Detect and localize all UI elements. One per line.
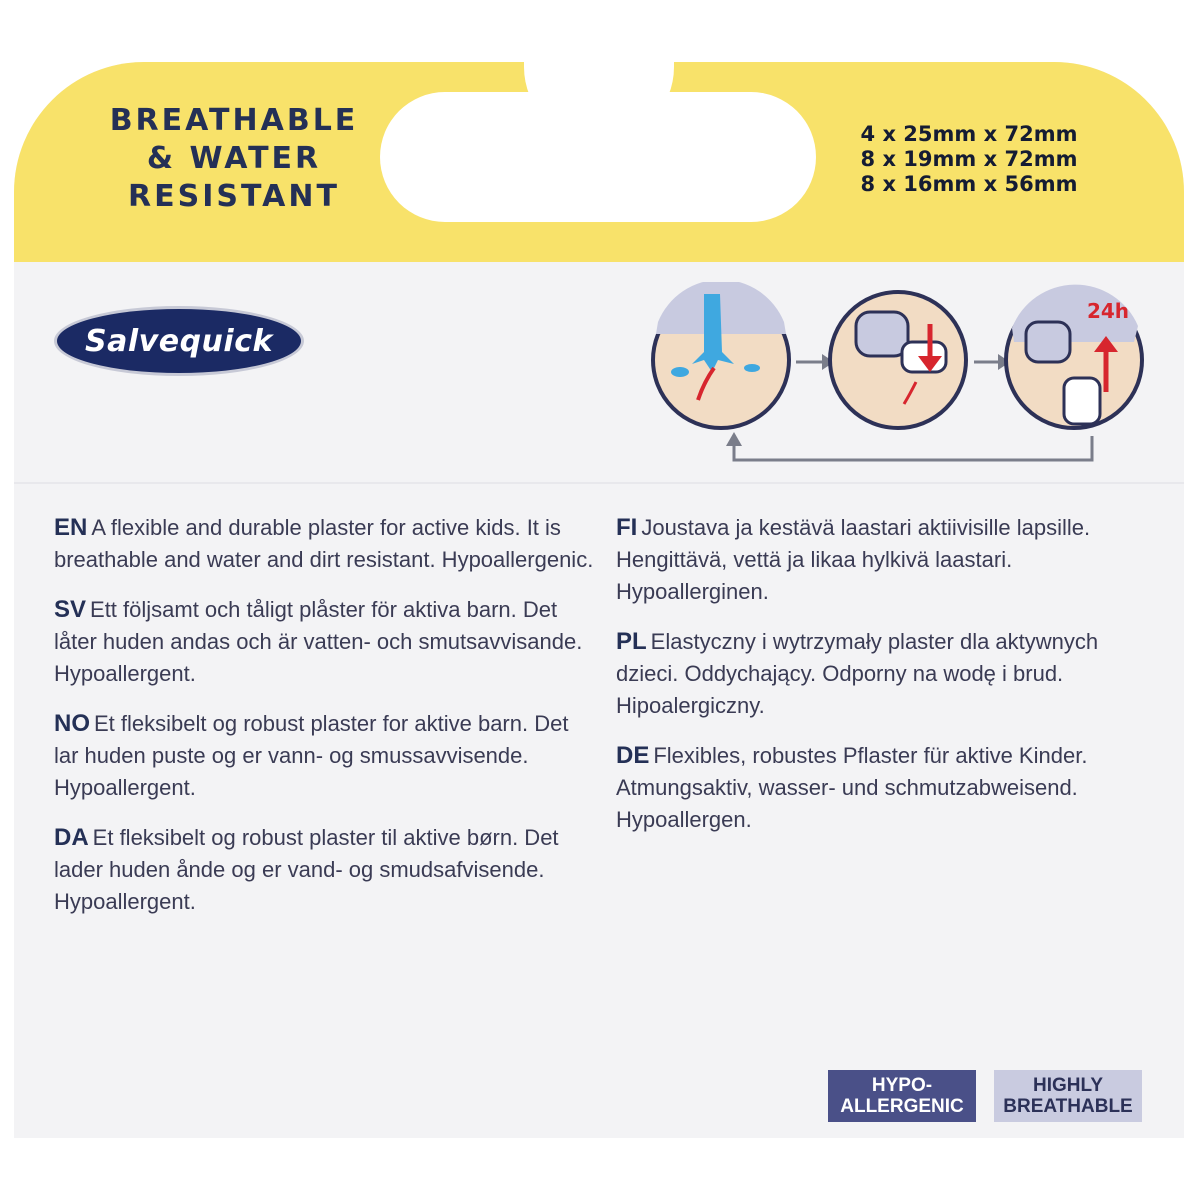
size-line: 4 x 25mm x 72mm (860, 122, 1078, 146)
claim-line-3: RESISTANT (128, 179, 340, 214)
step-remove-icon (1006, 285, 1142, 428)
size-line: 8 x 16mm x 56mm (860, 172, 1078, 196)
language-code: PL (616, 628, 647, 655)
step-clean-icon (653, 282, 789, 428)
step-apply-icon (830, 292, 966, 428)
claim-line-1: BREATHABLE (109, 103, 359, 138)
logo-text: Salvequick (85, 323, 273, 359)
description-text: Flexibles, robustes Pflaster für aktive Kinder. Atmungsaktiv, wasser- und schmutzabweisend. Hypoallergen. (616, 743, 1088, 832)
description-text: Ett följsamt och tåligt plåster för aktiva barn. Det låter huden andas och är vatten- och smutsavvisande. Hypoallergent. (54, 597, 583, 686)
claim-line-2: & WATER (146, 141, 322, 176)
highly-breathable-badge (994, 1070, 1142, 1122)
hang-hole (380, 92, 816, 222)
description-column-left (54, 512, 594, 936)
description-pl (616, 626, 1156, 722)
description-text: Et fleksibelt og robust plaster for aktive barn. Det lar huden puste og er vann- og smussavvisende. Hypoallergent. (54, 711, 569, 800)
badge-line: HIGHLY (1032, 1075, 1104, 1096)
description-text: A flexible and durable plaster for active kids. It is breathable and water and dirt resistant. Hypoallergenic. (54, 515, 594, 572)
product-claim (84, 102, 384, 216)
language-code: NO (54, 710, 90, 737)
badge-line: BREATHABLE (1003, 1096, 1133, 1117)
description-column-right (616, 512, 1156, 854)
description-fi (616, 512, 1156, 608)
description-de (616, 740, 1156, 836)
salvequick-logo (54, 306, 304, 376)
description-en (54, 512, 594, 576)
plaster-sizes (834, 122, 1104, 197)
duration-label: 24h (1086, 299, 1130, 323)
badge-line: HYPO- (871, 1075, 933, 1096)
badge-line: ALLERGENIC (840, 1096, 964, 1117)
description-da (54, 822, 594, 918)
language-code: FI (616, 514, 638, 541)
description-text: Elastyczny i wytrzymały plaster dla aktywnych dzieci. Oddychający. Odporny na wodę i brud. Hipoalergiczny. (616, 629, 1099, 718)
language-code: DE (616, 742, 650, 769)
package-back (14, 62, 1184, 1138)
language-code: SV (54, 596, 87, 623)
size-line: 8 x 19mm x 72mm (860, 147, 1078, 171)
hypoallergenic-badge (828, 1070, 976, 1122)
description-text: Joustava ja kestävä laastari aktiivisille lapsille. Hengittävä, vettä ja likaa hylkivä laastari. Hypoallerginen. (616, 515, 1091, 604)
usage-diagram (634, 282, 1154, 512)
language-code: DA (54, 824, 89, 851)
section-divider (14, 482, 1184, 484)
repeat-loop-arrow (726, 432, 1092, 460)
description-text: Et fleksibelt og robust plaster til aktive børn. Det lader huden ånde og er vand- og smudsafvisende. Hypoallergent. (54, 825, 559, 914)
description-sv (54, 594, 594, 690)
description-no (54, 708, 594, 804)
language-code: EN (54, 514, 88, 541)
